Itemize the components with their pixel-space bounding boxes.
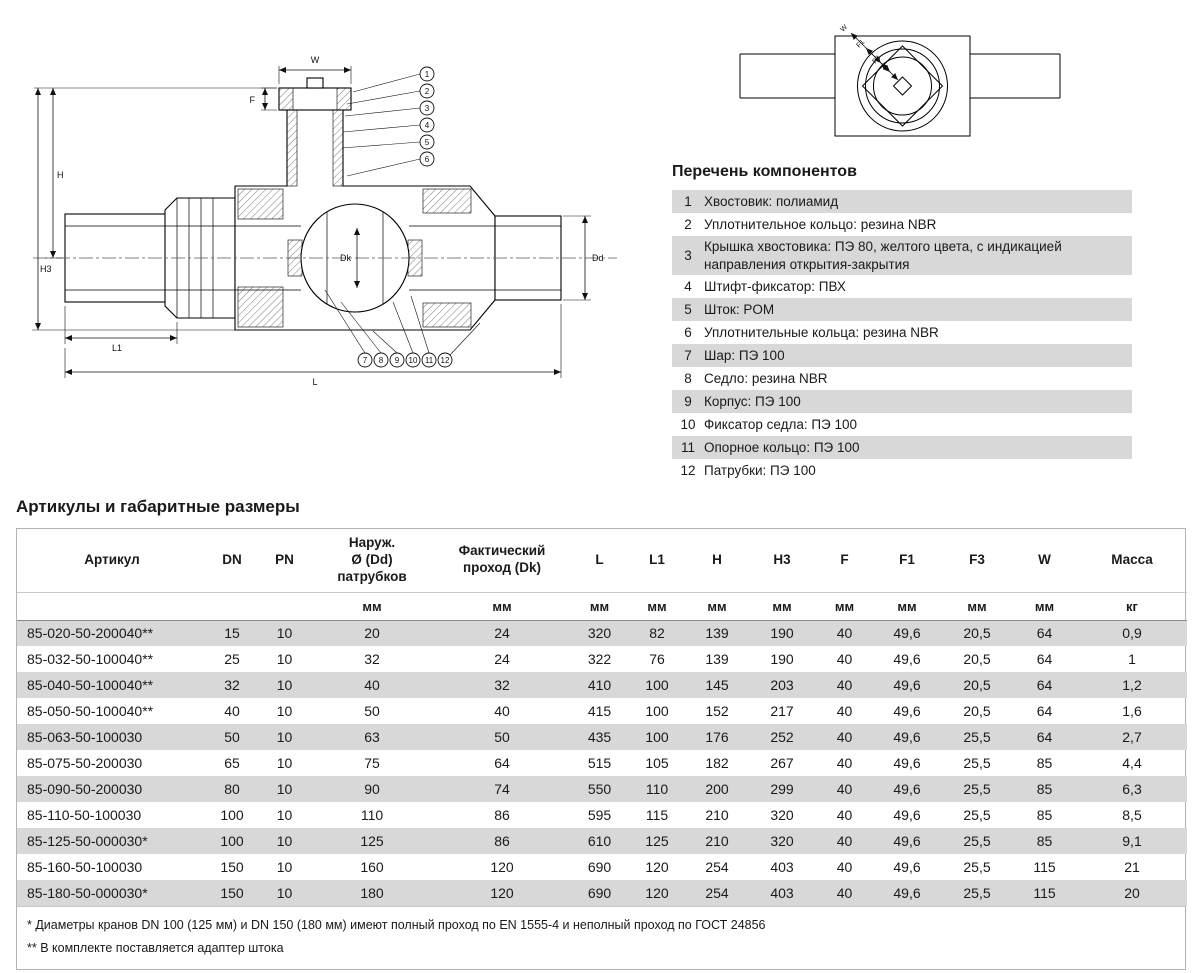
value-cell: 49,6	[893, 729, 921, 746]
value-cell: 110	[360, 807, 384, 824]
dim-label-h: H	[57, 170, 64, 180]
column-header: Наруж. Ø (Dd) патрубков	[312, 529, 432, 592]
value-cell: 49,6	[893, 625, 921, 642]
footnote-full-bore: * Диаметры кранов DN 100 (125 мм) и DN 150 (180 мм) имеют полный проход по EN 1555-4 и неполный проход по ГОСТ 24856	[27, 918, 766, 933]
value-cell: 49,6	[893, 781, 921, 798]
value-cell: 115	[645, 807, 669, 824]
article-cell: 85-063-50-100030	[27, 729, 143, 746]
component-description: Штифт-фиксатор: ПВХ	[704, 278, 846, 294]
value-cell: 49,6	[893, 703, 921, 720]
value-cell: 82	[649, 625, 665, 642]
unit-cell	[257, 592, 312, 620]
svg-text:8: 8	[378, 356, 384, 365]
value-cell: 9,1	[1122, 833, 1142, 850]
value-cell: 21	[1124, 859, 1140, 876]
value-cell: 180	[360, 885, 384, 902]
value-cell: 10	[276, 729, 293, 746]
value-cell: 4,4	[1122, 755, 1142, 772]
value-cell: 217	[770, 703, 794, 720]
value-cell: 100	[220, 807, 244, 824]
value-cell: 200	[705, 781, 729, 798]
callout-2	[347, 84, 434, 104]
component-row	[672, 298, 1132, 321]
value-cell: 64	[1036, 651, 1053, 668]
value-cell: 24	[494, 625, 510, 642]
svg-text:5: 5	[424, 138, 430, 147]
value-cell: 110	[645, 781, 669, 798]
article-cell: 85-110-50-100030	[27, 807, 142, 824]
value-cell: 40	[836, 703, 853, 720]
value-cell: 182	[705, 755, 729, 772]
svg-text:4: 4	[424, 121, 430, 130]
value-cell: 49,6	[893, 755, 921, 772]
value-cell: 85	[1036, 781, 1053, 798]
value-cell: 40	[836, 885, 853, 902]
svg-text:1: 1	[424, 70, 430, 79]
component-description: Уплотнительные кольца: резина NBR	[704, 324, 939, 340]
callout-3	[345, 101, 434, 116]
value-cell: 40	[364, 677, 380, 694]
value-cell: 120	[645, 859, 669, 876]
value-cell: 0,9	[1122, 625, 1142, 642]
value-cell: 25,5	[963, 729, 991, 746]
value-cell: 25,5	[963, 833, 991, 850]
value-cell: 76	[649, 651, 665, 668]
value-cell: 8,5	[1122, 807, 1142, 824]
component-number: 8	[684, 370, 692, 386]
value-cell: 40	[836, 755, 853, 772]
unit-cell: мм	[312, 592, 432, 620]
value-cell: 40	[836, 651, 853, 668]
value-cell: 100	[220, 833, 244, 850]
value-cell: 2,7	[1122, 729, 1142, 746]
value-cell: 115	[1033, 885, 1056, 902]
article-cell: 85-090-50-200030	[27, 781, 143, 798]
component-number: 1	[684, 193, 692, 209]
value-cell: 139	[705, 625, 729, 642]
table-row	[17, 776, 1187, 802]
value-cell: 40	[836, 781, 853, 798]
callout-6	[347, 152, 434, 176]
component-row	[672, 236, 1132, 275]
value-cell: 25,5	[963, 859, 991, 876]
value-cell: 40	[836, 729, 853, 746]
column-header: W	[1012, 529, 1077, 592]
article-cell: 85-075-50-200030	[27, 755, 143, 772]
component-number: 4	[684, 278, 692, 294]
value-cell: 254	[705, 885, 729, 902]
value-cell: 10	[276, 833, 293, 850]
value-cell: 64	[1036, 625, 1053, 642]
value-cell: 20,5	[963, 625, 991, 642]
table-row	[17, 828, 1187, 854]
value-cell: 49,6	[893, 807, 921, 824]
dimensions-table	[16, 528, 1186, 970]
column-header: H3	[747, 529, 817, 592]
value-cell: 10	[276, 677, 293, 694]
svg-text:10: 10	[408, 356, 418, 365]
value-cell: 515	[587, 755, 612, 772]
value-cell: 40	[836, 807, 853, 824]
value-cell: 49,6	[893, 651, 921, 668]
value-cell: 20,5	[963, 651, 991, 668]
value-cell: 125	[360, 833, 384, 850]
table-row	[17, 750, 1187, 776]
svg-text:9: 9	[394, 356, 400, 365]
component-row	[672, 344, 1132, 367]
right-pipe-top-view	[970, 54, 1060, 98]
table-header-row	[17, 529, 1187, 592]
value-cell: 86	[494, 807, 510, 824]
value-cell: 10	[276, 651, 293, 668]
svg-text:6: 6	[424, 155, 430, 164]
value-cell: 32	[494, 677, 510, 694]
article-cell: 85-125-50-000030*	[27, 833, 148, 850]
article-cell: 85-032-50-100040**	[27, 651, 154, 668]
component-number: 6	[684, 324, 692, 340]
value-cell: 50	[364, 703, 380, 720]
value-cell: 65	[224, 755, 240, 772]
value-cell: 403	[770, 859, 794, 876]
column-header: F1	[872, 529, 942, 592]
value-cell: 10	[276, 859, 293, 876]
table-row	[17, 802, 1187, 828]
column-header: L1	[627, 529, 687, 592]
unit-cell: мм	[572, 592, 627, 620]
table-row	[17, 698, 1187, 724]
footnote-stem-adapter: ** В комплекте поставляется адаптер штока	[27, 941, 284, 956]
column-header: L	[572, 529, 627, 592]
component-description: Крышка хвостовика: ПЭ 80, желтого цвета, с индикацией направления открытия-закрытия	[704, 239, 1062, 272]
value-cell: 50	[224, 729, 240, 746]
table-footnotes	[17, 906, 1185, 969]
component-row	[672, 275, 1132, 298]
component-row	[672, 367, 1132, 390]
components-panel	[672, 163, 1132, 482]
dimensions-title: Артикулы и габаритные размеры	[16, 497, 300, 516]
value-cell: 322	[587, 651, 612, 668]
value-cell: 299	[770, 781, 794, 798]
dim-label-h3: H3	[40, 264, 52, 274]
component-description: Шар: ПЭ 100	[704, 347, 785, 363]
value-cell: 267	[770, 755, 794, 772]
left-pipe-top-view	[740, 54, 835, 98]
valve-top-view-drawing	[735, 6, 1065, 146]
value-cell: 86	[494, 833, 510, 850]
value-cell: 50	[494, 729, 510, 746]
value-cell: 150	[220, 885, 244, 902]
value-cell: 20,5	[963, 677, 991, 694]
column-header: F3	[942, 529, 1012, 592]
column-header: H	[687, 529, 747, 592]
component-description: Хвостовик: полиамид	[704, 193, 839, 209]
value-cell: 10	[276, 807, 293, 824]
value-cell: 1,6	[1122, 703, 1142, 720]
svg-text:3: 3	[424, 104, 430, 113]
component-row	[672, 390, 1132, 413]
value-cell: 10	[276, 703, 293, 720]
component-number: 5	[684, 301, 692, 317]
value-cell: 64	[1036, 703, 1053, 720]
value-cell: 403	[770, 885, 794, 902]
component-number: 11	[680, 439, 695, 455]
value-cell: 25	[224, 651, 240, 668]
dim-label-l: L	[312, 377, 318, 387]
table-row	[17, 880, 1187, 906]
value-cell: 64	[1036, 729, 1053, 746]
svg-text:7: 7	[362, 356, 368, 365]
value-cell: 24	[494, 651, 510, 668]
value-cell: 152	[705, 703, 729, 720]
value-cell: 176	[705, 729, 729, 746]
component-description: Опорное кольцо: ПЭ 100	[704, 439, 860, 455]
unit-cell	[207, 592, 257, 620]
column-header: PN	[257, 529, 312, 592]
component-number: 10	[680, 416, 696, 432]
article-cell: 85-160-50-100030	[27, 859, 143, 876]
column-header: F	[817, 529, 872, 592]
value-cell: 40	[836, 677, 853, 694]
dim-label-dd: Dd	[592, 253, 604, 263]
value-cell: 320	[587, 625, 612, 642]
value-cell: 190	[770, 625, 794, 642]
column-header: Масса	[1077, 529, 1187, 592]
component-row	[672, 413, 1132, 436]
value-cell: 690	[587, 859, 612, 876]
svg-text:11: 11	[424, 356, 434, 365]
value-cell: 125	[645, 833, 669, 850]
table-units-row	[17, 592, 1187, 620]
value-cell: 20	[1124, 885, 1140, 902]
value-cell: 1,2	[1122, 677, 1142, 694]
value-cell: 85	[1036, 755, 1053, 772]
dimensions-section	[16, 497, 1186, 970]
unit-cell: мм	[942, 592, 1012, 620]
value-cell: 15	[224, 625, 240, 642]
article-cell: 85-180-50-000030*	[27, 885, 148, 902]
value-cell: 40	[836, 833, 853, 850]
component-description: Уплотнительное кольцо: резина NBR	[704, 216, 937, 232]
dim-label-w: W	[310, 55, 320, 65]
value-cell: 550	[587, 781, 612, 798]
component-row	[672, 213, 1132, 236]
value-cell: 40	[224, 703, 240, 720]
value-cell: 254	[705, 859, 729, 876]
value-cell: 100	[645, 703, 669, 720]
value-cell: 63	[364, 729, 380, 746]
svg-text:2: 2	[424, 87, 430, 96]
unit-cell: мм	[627, 592, 687, 620]
table-row	[17, 620, 1187, 646]
component-row	[672, 321, 1132, 344]
component-row	[672, 459, 1132, 482]
dim-label-f3-top: F3	[871, 54, 883, 66]
dim-label-f: F	[249, 95, 255, 105]
component-description: Седло: резина NBR	[704, 370, 828, 386]
value-cell: 80	[224, 781, 240, 798]
value-cell: 120	[645, 885, 669, 902]
dim-label-dk: Dk	[340, 253, 351, 263]
value-cell: 190	[770, 651, 794, 668]
value-cell: 40	[836, 859, 853, 876]
value-cell: 20	[364, 625, 380, 642]
value-cell: 49,6	[893, 859, 921, 876]
value-cell: 210	[705, 807, 729, 824]
unit-cell: мм	[817, 592, 872, 620]
component-row	[672, 190, 1132, 213]
component-number: 9	[684, 393, 692, 409]
component-description: Шток: POM	[704, 301, 775, 317]
article-cell: 85-020-50-200040**	[27, 625, 154, 642]
table-row	[17, 724, 1187, 750]
value-cell: 160	[360, 859, 384, 876]
component-number: 7	[684, 347, 692, 363]
value-cell: 85	[1036, 807, 1053, 824]
value-cell: 410	[587, 677, 612, 694]
callout-5	[342, 135, 434, 149]
value-cell: 10	[276, 781, 293, 798]
stem-square-top-view	[894, 77, 912, 95]
value-cell: 25,5	[963, 807, 991, 824]
dim-label-w-top: W	[839, 23, 850, 34]
value-cell: 90	[364, 781, 380, 798]
components-list	[672, 190, 1132, 482]
column-header: DN	[207, 529, 257, 592]
body-outline-top-view	[835, 36, 970, 136]
value-cell: 120	[490, 885, 514, 902]
table-body	[17, 620, 1187, 906]
value-cell: 120	[490, 859, 514, 876]
value-cell: 10	[276, 625, 293, 642]
dim-label-f1-top: F1	[855, 38, 867, 50]
value-cell: 32	[364, 651, 380, 668]
value-cell: 64	[1036, 677, 1053, 694]
value-cell: 10	[276, 885, 293, 902]
callout-4	[343, 118, 434, 132]
dim-label-l1: L1	[111, 343, 123, 353]
component-number: 12	[680, 462, 696, 478]
value-cell: 6,3	[1122, 781, 1142, 798]
value-cell: 85	[1036, 833, 1053, 850]
value-cell: 415	[587, 703, 612, 720]
unit-cell: мм	[432, 592, 572, 620]
column-header: Фактический проход (Dk)	[432, 529, 572, 592]
value-cell: 320	[770, 807, 794, 824]
table-row	[17, 646, 1187, 672]
value-cell: 40	[494, 703, 510, 720]
value-cell: 1	[1128, 651, 1136, 668]
value-cell: 75	[364, 755, 380, 772]
value-cell: 150	[220, 859, 244, 876]
value-cell: 49,6	[893, 885, 921, 902]
component-row	[672, 436, 1132, 459]
value-cell: 115	[1033, 859, 1056, 876]
component-number: 2	[684, 216, 692, 232]
value-cell: 252	[770, 729, 794, 746]
table-row	[17, 854, 1187, 880]
component-description: Корпус: ПЭ 100	[704, 393, 801, 409]
value-cell: 203	[770, 677, 794, 694]
unit-cell: мм	[1012, 592, 1077, 620]
value-cell: 20,5	[963, 703, 991, 720]
value-cell: 139	[705, 651, 729, 668]
unit-cell: кг	[1077, 592, 1187, 620]
value-cell: 100	[645, 729, 669, 746]
value-cell: 435	[587, 729, 612, 746]
table-row	[17, 672, 1187, 698]
value-cell: 40	[836, 625, 853, 642]
unit-cell	[17, 592, 207, 620]
component-description: Фиксатор седла: ПЭ 100	[704, 416, 858, 432]
value-cell: 595	[587, 807, 612, 824]
value-cell: 49,6	[893, 833, 921, 850]
components-title: Перечень компонентов	[672, 163, 857, 180]
value-cell: 210	[705, 833, 729, 850]
unit-cell: мм	[747, 592, 817, 620]
value-cell: 10	[276, 755, 293, 772]
column-header: Артикул	[17, 529, 207, 592]
value-cell: 25,5	[963, 755, 991, 772]
value-cell: 32	[224, 677, 240, 694]
value-cell: 49,6	[893, 677, 921, 694]
value-cell: 74	[494, 781, 510, 798]
value-cell: 320	[770, 833, 794, 850]
unit-cell: мм	[872, 592, 942, 620]
value-cell: 690	[587, 885, 612, 902]
value-cell: 25,5	[963, 885, 991, 902]
article-cell: 85-050-50-100040**	[27, 703, 154, 720]
stem-cap-pin	[307, 78, 323, 88]
unit-cell: мм	[687, 592, 747, 620]
svg-text:12: 12	[440, 356, 450, 365]
component-number: 3	[684, 247, 692, 263]
article-cell: 85-040-50-100040**	[27, 677, 154, 694]
value-cell: 64	[494, 755, 510, 772]
value-cell: 100	[645, 677, 669, 694]
value-cell: 105	[645, 755, 669, 772]
component-description: Патрубки: ПЭ 100	[704, 462, 816, 478]
valve-cross-section-drawing	[25, 48, 625, 393]
value-cell: 25,5	[963, 781, 991, 798]
value-cell: 610	[587, 833, 612, 850]
value-cell: 145	[705, 677, 729, 694]
